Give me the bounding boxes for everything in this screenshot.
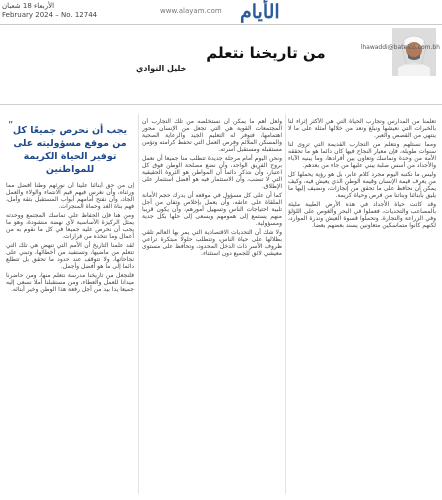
author-portrait-icon [392, 28, 436, 76]
paragraph: ونحن اليوم أمام مرحلة جديدة تتطلب منا جميعا أن نعمل بروح الفريق الواحد، وأن نضع مصلحة الوطن فوق كل اعتبار، وأن نتذكر دائما أن المواطن هو الثروة الحقيقية التي لا تنضب، وأن الاستثمار فيه هو أفضل استثمار على الإطلاق. [142, 155, 282, 190]
paragraph: إن من حق أبنائنا علينا أن نورثهم وطنا أفضل مما ورثناه، وأن نغرس فيهم قيم الانتماء والولاء والعمل الجاد، وأن نفتح أمامهم أبواب المستقبل بثقة وأمل، فهم بناة الغد وحماة المنجزات. [6, 182, 134, 210]
paragraph: ومن هنا فإن الحفاظ على تماسك المجتمع ووحدته يمثل الركيزة الأساسية لأي نهضة منشودة، وهو ما يجب أن نحرص عليه جميعا في كل ما نقوم به من أعمال وما نتخذه من قرارات. [6, 212, 134, 240]
masthead [0, 0, 442, 25]
website-url: www.alayam.com [160, 7, 222, 15]
newspaper-logo: الأيام [240, 1, 280, 23]
header-divider [0, 104, 442, 105]
paragraph: فلنجعل من تاريخنا مدرسة نتعلم منها، ومن حاضرنا ميدانا للعمل والعطاء، ومن مستقبلنا أملا نسعى إليه جميعا يدا بيد من أجل رفعة هذا الوطن وخير أبنائه. [6, 272, 134, 293]
date-line-arabic: الأربعاء 18 شعبان [2, 2, 55, 10]
paragraph: ولا شك أن التحديات الاقتصادية التي يمر بها العالم تلقي بظلالها على حياة الناس، وتتطلب حلولا مبتكرة تراعي ظروف الأسر ذات الدخل المحدود، وتحافظ على مستوى معيشي لائق للجميع دون استثناء. [142, 229, 282, 257]
paragraph: وليس ما نكتبه اليوم مجرد كلام عابر، بل هو رؤية يحملها كل من يعرف قيمة الإنسان وقيمة الوطن الذي يعيش فيه، وكيف يمكن أن نحافظ على ما تحقق من إنجازات، ونضيف إليها ما يليق بأبنائنا وبناتنا من فرص وحياة كريمة. [288, 171, 436, 199]
paragraph: ولعل أهم ما يمكن أن نستخلصه من تلك التجارب أن المجتمعات القوية هي التي تجعل من الإنسان محور اهتمامها، فتوفر له التعليم الجيد والرعاية الصحية والمسكن الملائم وفرص العمل التي تحفظ كرامته وتؤمن مستقبله ومستقبل أسرته. [142, 118, 282, 153]
author-byline [350, 24, 440, 88]
article-title: من تاريخنا نتعلم [206, 44, 326, 62]
paragraph: ومما نستلهم ونتعلم من التجارب القديمة التي تروى لنا سنوات طويلة، فإن معيار النجاح فيها كان دائما هو ما تحققه الأمة من وحدة وتماسك وتعاون بين أفرادها، وما يبنيه الآباء والأجداد من أسس صلبة يبني عليها من جاء من بعدهم. [288, 141, 436, 169]
date-line-english: February 2024 – No. 12744 [2, 11, 98, 19]
article-column-middle [142, 118, 282, 496]
article-column-right [288, 118, 436, 496]
issue-date [2, 2, 97, 20]
pull-quote: يجب أن نحرص جميعًا كل من موقع مسؤوليته على توفير الحياة الكريمة للمواطنين [12, 125, 128, 175]
paragraph: تعلمنا من المدارس وتجارب الحياة التي هي الأكثر إثراء لنا بالخبرات التي نعيشها ونبلغ ونعد من خلالها أمثلة على ما لا ينتهي من القصص والعبر. [288, 118, 436, 139]
quote-mark-icon: ” [8, 120, 14, 131]
author-email: lhawaddi@batelco.com.bh [360, 44, 440, 51]
column-divider [138, 114, 139, 494]
author-photo [392, 28, 436, 76]
article-column-left [6, 182, 134, 496]
paragraph: كما أن على كل مسؤول في موقعه أن يدرك حجم الأمانة الملقاة على عاتقه، وأن يعمل بإخلاص وتفان من أجل تلبية احتياجات الناس وتسهيل أمورهم، وأن يكون قريبا منهم يستمع إلى همومهم ويسعى إلى حلها بكل جدية ومسؤولية. [142, 192, 282, 227]
paragraph: لقد علمنا التاريخ أن الأمم التي تنهض هي تلك التي تتعلم من ماضيها، وتستفيد من أخطائها، وتبني على نجاحاتها، ولا تتوقف عند حدود ما تحقق بل تتطلع دائما إلى ما هو أفضل وأجمل. [6, 242, 134, 270]
column-divider [285, 114, 286, 494]
paragraph: وقد كانت حياة الأجداد في هذه الأرض الطيبة مليئة بالمصاعب والتحديات، فعملوا في البحر والغوص على اللؤلؤ وفي الزراعة والتجارة، وتحملوا قسوة العيش وندرة الموارد، لكنهم كانوا متماسكين متعاونين يسند بعضهم بعضا. [288, 201, 436, 229]
author-name: خليل النوادي [136, 64, 187, 73]
